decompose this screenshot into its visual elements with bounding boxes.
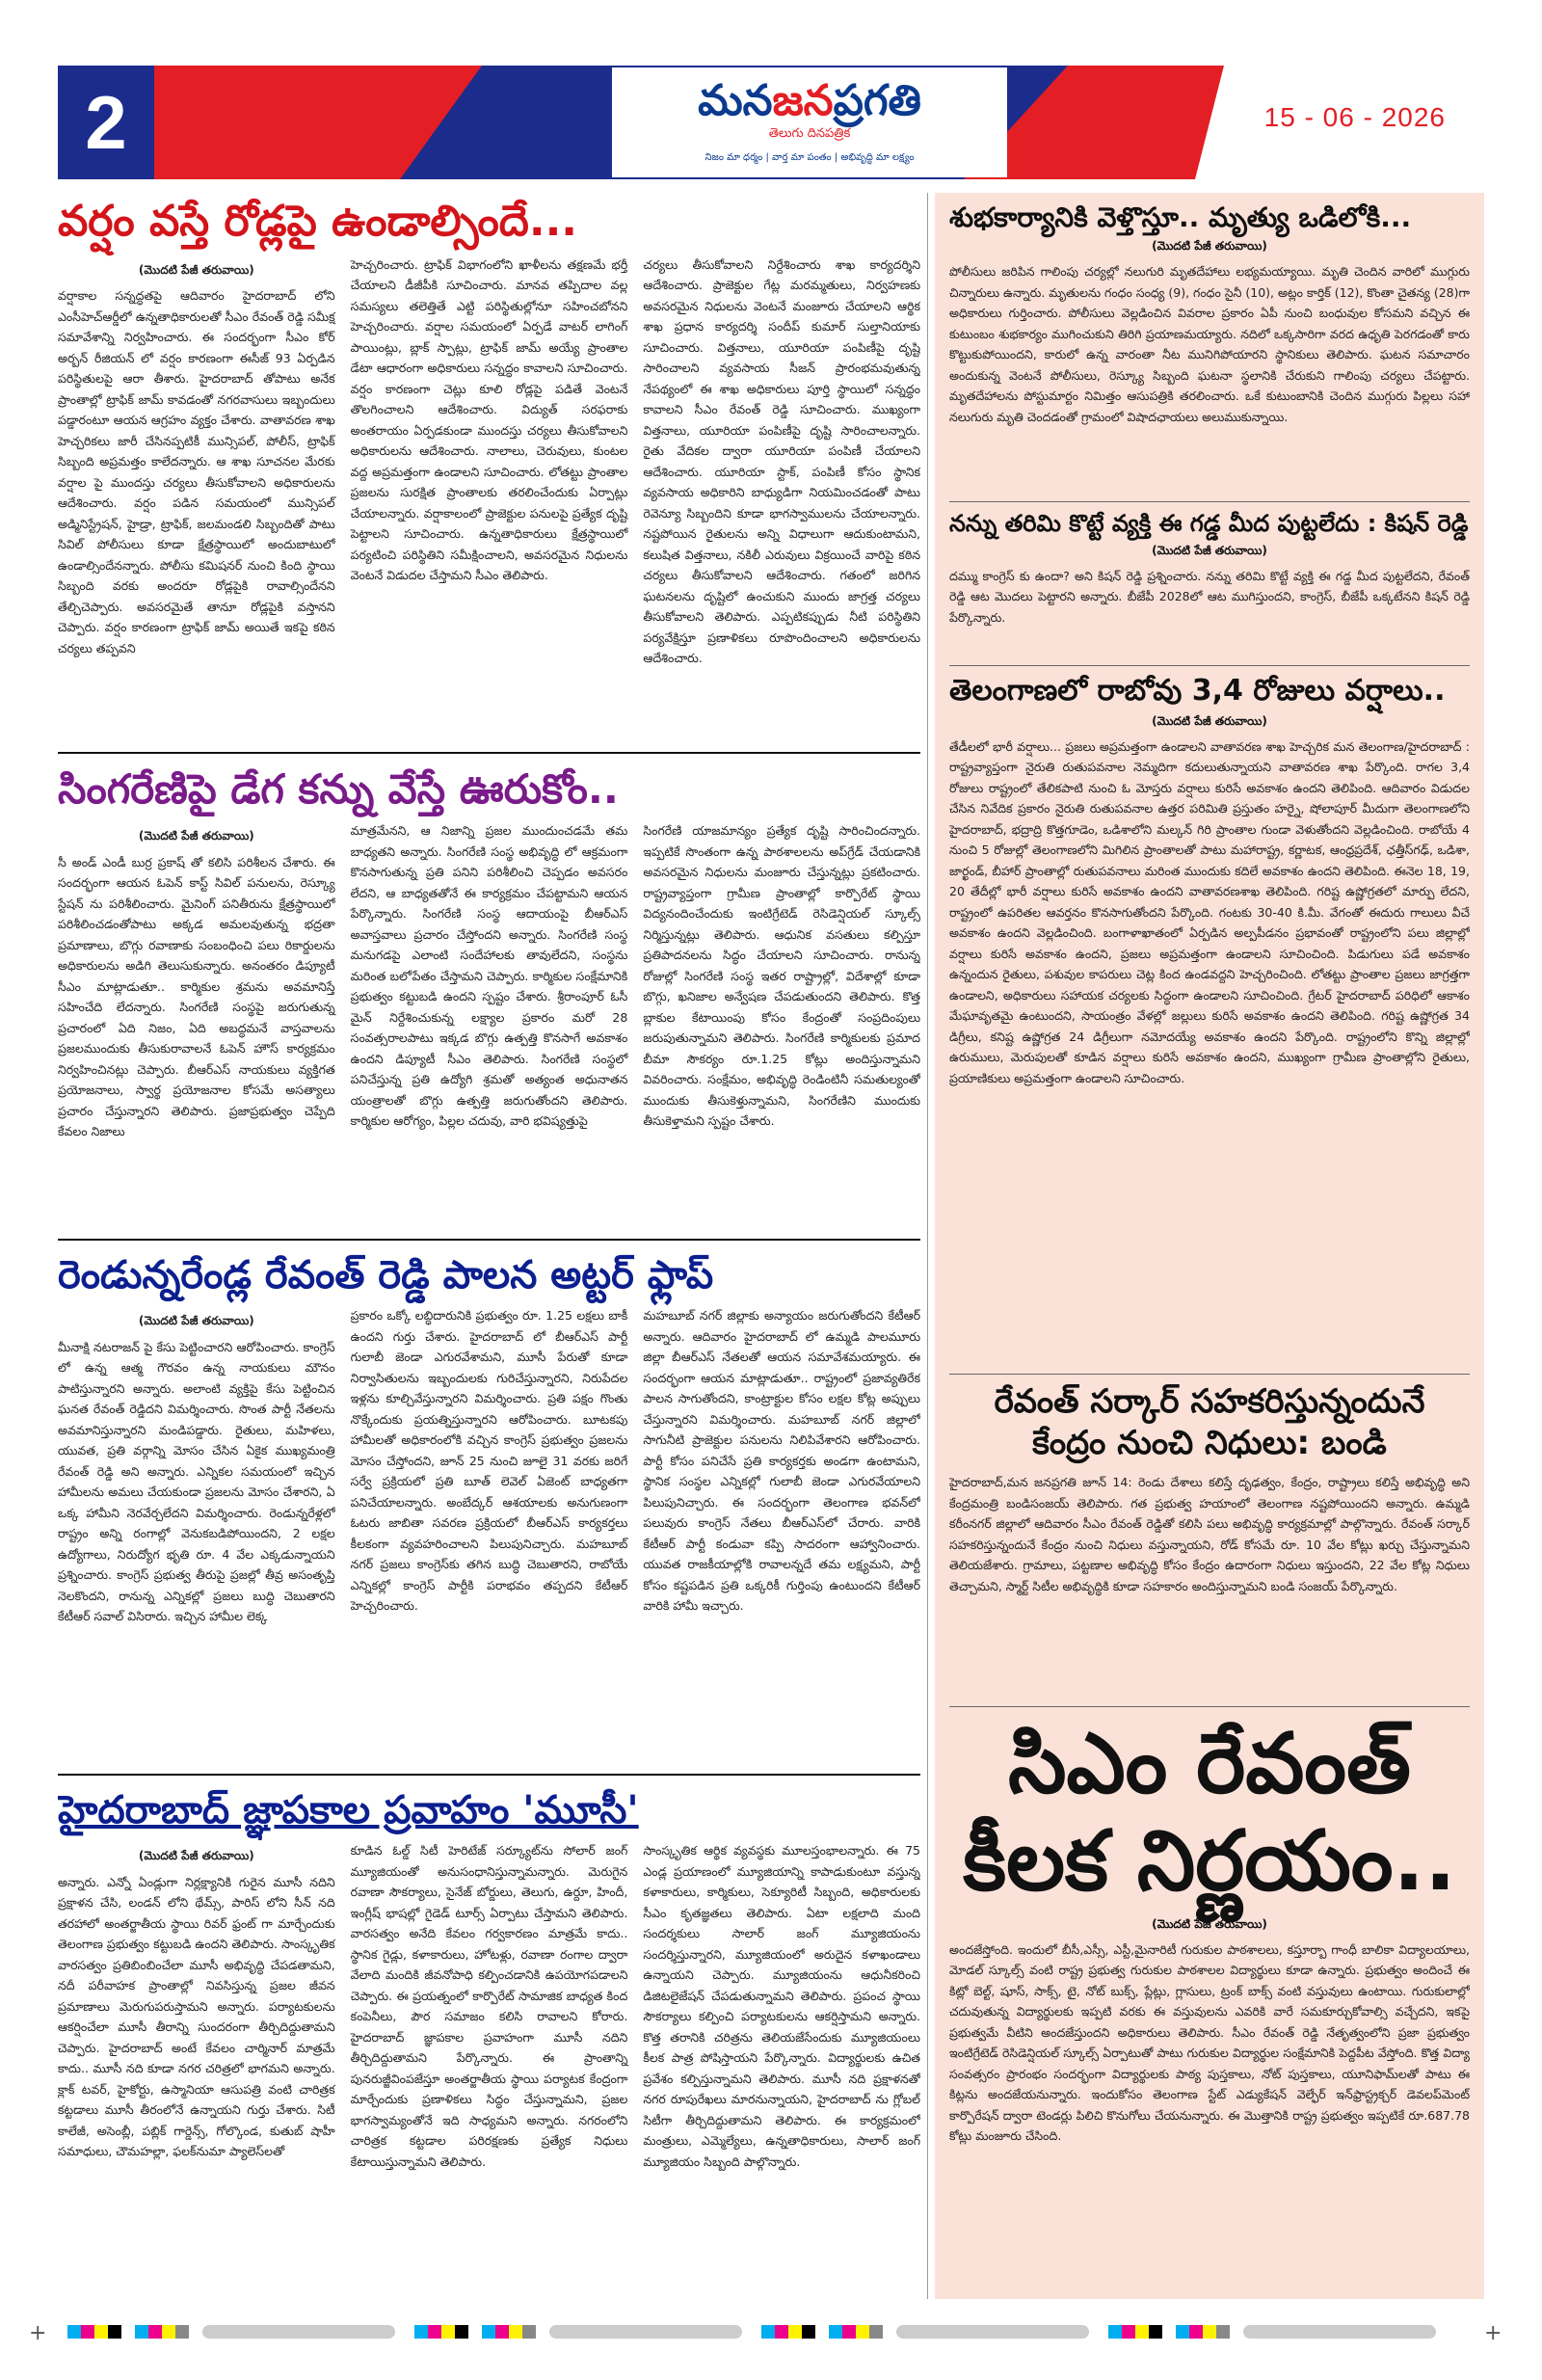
masthead	[58, 66, 1484, 179]
article-singareni-col-3	[643, 820, 920, 1142]
color-swatch-strip	[761, 2325, 883, 2339]
article-flop-col-1	[58, 1305, 335, 1627]
article-flop-col-3	[643, 1305, 920, 1627]
article-cm-decision-text: అందజేస్తోంది. ఇందులో బీసీ,ఎస్సీ, ఎస్టీ,మైనారిటీ గురుకుల పాఠశాలలు, కస్తూర్బా గాంధీ బాలికా విద్యాలయాలు, మోడల్ స్కూల్స్ వంటి రాష్ట్ర ప్రభుత్వ గురుకుల పాఠశాలల విద్యార్థులు కూడా ఉన్నారు. ప్రభుత్వం అందించే ఈ కిట్లో బెల్ట్, షూస్, సాక్స్, టై, నోట్ బుక్స్, ప్లేట్లు, గ్లాసులు, ట్రంక్ బాక్స్ వంటి వస్తువులు ఉంటాయి. గురుకులాల్లో చదువుతున్న విద్యార్థులకు ఇప్పటి వరకు ఈ వస్తువులను ఎవరికి వారే సమకూర్చుకోవాల్సి వచ్చేదని, ఇకపై ప్రభుత్వమే వీటిని అందజేస్తుందని అధికారులు తెలిపారు. సీఎం రేవంత్ రెడ్డి నేతృత్వంలోని ప్రజా ప్రభుత్వం ఇంటిగ్రేటెడ్ రెసిడెన్షియల్ స్కూల్స్ ఏర్పాటుతో పాటు గురుకుల విద్యార్థుల సంక్షేమానికి పెద్దపీట వేస్తోంది. కొత్త విద్యా సంవత్సరం ప్రారంభం సందర్భంగా విద్యార్థులకు పాఠ్య పుస్తకాలు, నోట్ పుస్తకాలు, యూనిఫామ్‌లతో పాటు ఈ కిట్లను అందజేయనున్నారు. ఇందుకోసం తెలంగాణ స్టేట్ ఎడ్యుకేషన్ వెల్ఫేర్ ఇన్‌ఫ్రాస్ట్రక్చర్ డెవలప్‌మెంట్ కార్పొరేషన్ ద్వారా టెండర్లు పిలిచి కొనుగోలు చేయనున్నారు. ఈ మొత్తానికి రాష్ట్ర ప్రభుత్వం ఇప్పటికే రూ.687.78 కోట్లు మంజూరు చేసింది.	[949, 1941, 1470, 2144]
article-flop-col-2-text: ప్రకారం ఒక్కో లబ్ధిదారునికి ప్రభుత్వం రూ. 1.25 లక్షలు బాకీ ఉందని గుర్తు చేశారు. హైదరాబాద్ లో బీఆర్ఎస్ పార్టీ గులాబీ జెండా ఎగురవేశామని, మూసీ పేరుతో కూడా నిర్వాసితులను ఇబ్బందులకు గురిచేస్తున్నారని, నిరుపేదల ఇళ్లను కూల్చివేస్తున్నారని విమర్శించారు. ప్రతి పక్షం గొంతు నొక్కేందుకు ప్రయత్నిస్తున్నారని ఆరోపించారు. బూటకపు హామీలతో అధికారంలోకి వచ్చిన కాంగ్రెస్ ప్రభుత్వం ప్రజలను మోసం చేస్తోందని, జూన్ 25 నుంచి జూలై 31 వరకు జరిగే సర్వే ప్రక్రియలో ప్రతి బూత్ లెవెల్ ఏజెంట్ బాధ్యతగా పనిచేయాలన్నారు. అంబేద్కర్ ఆశయాలకు అనుగుణంగా ఓటరు జాబితా సవరణ ప్రక్రియలో బీఆర్ఎస్ కార్యకర్తలు కీలకంగా వ్యవహరించాలని పిలుపునిచ్చారు. మహబూబ్ నగర్ ప్రజలు కాంగ్రెస్‌కు తగిన బుద్ధి చెబుతారని, రాబోయే ఎన్నికల్లో కాంగ్రెస్ పార్టీకి పరాభవం తప్పదని కేటీఆర్ హెచ్చరించారు.	[350, 1308, 628, 1613]
color-swatch-strip	[1108, 2325, 1230, 2339]
logo-title-part-a: మన	[698, 76, 773, 125]
page-number: 2	[58, 66, 154, 179]
column-divider	[927, 193, 928, 2299]
article-cm-decision-byline: (మొదటి పేజీ తరువాయి)	[1152, 1916, 1267, 1931]
article-rain-col-1	[58, 254, 335, 669]
article-bandi-headline-line-1[interactable]: రేవంత్ సర్కార్ సహకరిస్తున్నందునే	[994, 1383, 1425, 1421]
article-singareni-col-1-text: సీ అండ్ ఎండీ బుర్ర ప్రకాష్ తో కలిసి పరిశీలన చేశారు. ఈ సందర్భంగా ఆయన ఓపెన్ కాస్ట్ సివిల్ పనులను, రెస్క్యూ స్టేషన్ ను పరిశీలించారు. మైనింగ్ పనితీరును క్షేత్రస్థాయిలో పరిశీలించడంతోపాటు అక్కడ అమలవుతున్న భద్రతా ప్రమాణాలు, బొగ్గు రవాణాకు సంబంధించి పలు రికార్డులను అధికారులను అడిగి తెలుసుకున్నారు. అనంతరం డిప్యూటీ సీఎం మాట్లాడుతూ.. కార్మికుల శ్రమను అవమానిస్తే సహించేది లేదన్నారు. సింగరేణి సంస్థపై జరుగుతున్న ప్రచారంలో ఏది నిజం, ఏది అబద్ధమనే వాస్తవాలను ప్రజలముందుకు తీసుకురావాలనే ఓపెన్ హౌస్ కార్యక్రమం నిర్వహించినట్లు చెప్పారు. బీఆర్ఎస్ నాయకులు వ్యక్తిగత ప్రయోజనాలు, స్వార్థ ప్రయోజనాల కోసమే అసత్యాలు ప్రచారం చేస్తున్నారని తెలిపారు. ప్రజాప్రభుత్వం చెప్పేది కేవలం నిజాలు	[58, 854, 335, 1139]
registration-mark-icon: +	[1484, 2321, 1502, 2345]
article-musi-col-1-text: అన్నారు. ఎన్నో ఏండ్లుగా నిర్లక్ష్యానికి గురైన మూసీ నదిని ప్రక్షాళన చేసి, లండన్ లోని థేమ్స్, పారిస్ లోని సీన్ నది తరహాలో అంతర్జాతీయ స్థాయి రివర్ ఫ్రంట్ గా మార్చేందుకు తెలంగాణ ప్రభుత్వం కట్టుబడి ఉందని తెలిపారు. సాంస్కృతిక వారసత్వం ప్రతిబింబించేలా మూసీ అభివృద్ధి చేపడతామని, నదీ పరీవాహక ప్రాంతాల్లో నివసిస్తున్న ప్రజల జీవన ప్రమాణాలు మెరుగుపరుస్తామని అన్నారు. పర్యాటకులను ఆకర్షించేలా మూసీ తీరాన్ని సుందరంగా తీర్చిదిద్దుతామని చెప్పారు. హైదరాబాద్ అంటే కేవలం చార్మినార్ మాత్రమే కాదు.. మూసీ నది కూడా నగర చరిత్రలో భాగమని అన్నారు. క్లాక్ టవర్, హైకోర్టు, ఉస్మానియా ఆసుపత్రి వంటి చారిత్రక కట్టడాలు మూసీ తీరంలోనే ఉన్నాయని గుర్తు చేశారు. సిటీ కాలేజీ, అసెంబ్లీ, పబ్లిక్ గార్డెన్స్, గోల్కొండ, కుతుబ్ షాహీ సమాధులు, చౌమహల్లా, ఫలక్‌నుమా ప్యాలెస్‌లతో	[58, 1874, 335, 2159]
article-rain-byline: (మొదటి పేజీ తరువాయి)	[138, 262, 254, 277]
logo-title-part-c: ప్రగతి	[833, 76, 921, 125]
divider	[949, 665, 1470, 666]
article-rain-headline[interactable]: వర్షం వస్తే రోడ్లపై ఉండాల్సిందే...	[58, 198, 578, 246]
article-rain-col-3	[643, 254, 920, 669]
article-death	[949, 202, 1470, 492]
color-swatch-strip	[67, 2325, 189, 2339]
article-rain-col-1-text: వర్షాకాల సన్నద్ధతపై ఆదివారం హైదరాబాద్ లోని ఎంసీహెచ్ఆర్డీలో ఉన్నతాధికారులతో సీఎం రేవంత్ రెడ్డి సమీక్ష సమావేశాన్ని నిర్వహించారు. ఈ సందర్భంగా సీఎం కోర్ అర్బన్ రీజియన్ లో వర్షం కారణంగా ఈసీజ్ 93 ఏర్పడిన పరిస్థితులపై ఆరా తీశారు. హైదరాబాద్ తోపాటు అనేక ప్రాంతాల్లో ట్రాఫిక్ జామ్ కావడంతో నగరవాసులు ఇబ్బందులు పడ్డారంటూ ఆయన ఆగ్రహం వ్యక్తం చేశారు. వాతావరణ శాఖ హెచ్చరికలు జారీ చేసినప్పటికీ మున్సిపల్, పోలీస్, ట్రాఫిక్ సిబ్బంది అప్రమత్తం కాలేదన్నారు. ఆ శాఖ సూచనల మేరకు వర్షాల పై ముందస్తు చర్యలు తీసుకోవాలని అధికారులను ఆదేశించారు. వర్షం పడిన సమయంలో మున్సిపల్ అడ్మినిస్ట్రేషన్, హైడ్రా, ట్రాఫిక్, జలమండలి సిబ్బందితో పాటు సివిల్ పోలీసులు కూడా క్షేత్రస్థాయిలో అందుబాటులో ఉండాల్సిందేనన్నారు. పోలీసు కమిషనర్ నుంచి కింది స్థాయి సిబ్బంది వరకు అందరూ రోడ్లపైకి రావాల్సిందేనని తేల్చిచెప్పారు. అవసరమైతే తానూ రోడ్లపైకి వస్తానని చెప్పారు. వర్షం కారణంగా ట్రాఫిక్ జామ్ అయితే ఇకపై కఠిన చర్యలు తప్పవని	[58, 288, 335, 655]
article-musi-col-3-text: సాంస్కృతిక ఆర్థిక వ్యవస్థకు మూలస్తంభాలన్నారు. ఈ 75 ఎండ్ల ప్రయాణంలో మ్యూజియాన్ని కాపాడుకుంటూ వస్తున్న కళాకారులు, కార్మికులు, సెక్యూరిటీ సిబ్బంది, అధికారులకు సీఎం కృతజ్ఞతలు తెలిపారు. ఏటా లక్షలాది మంది సందర్శకులు సాలార్ జంగ్ మ్యూజియంను సందర్శిస్తున్నారని, మ్యూజియంలో అరుదైన కళాఖండాలు ఉన్నాయని చెప్పారు. మ్యూజియంను ఆధునీకరించి డిజిటలైజేషన్ చేపడుతున్నామని తెలిపారు. ప్రపంచ స్థాయి సౌకర్యాలు కల్పించి పర్యాటకులను ఆకర్షిస్తామని అన్నారు. కొత్త తరానికి చరిత్రను తెలియజేసేందుకు మ్యూజియంలు కీలక పాత్ర పోషిస్తాయని పేర్కొన్నారు. విద్యార్థులకు ఉచిత ప్రవేశం కల్పిస్తున్నామని తెలిపారు. మూసీ నది ప్రక్షాళనతో నగర రూపురేఖలు మారనున్నాయని, హైదరాబాద్ ను గ్లోబల్ సిటీగా తీర్చిదిద్దుతామని తెలిపారు. ఈ కార్యక్రమంలో మంత్రులు, ఎమ్మెల్యేలు, ఉన్నతాధికారులు, సాలార్ జంగ్ మ్యూజియం సిబ్బంది పాల్గొన్నారు.	[643, 1843, 920, 2169]
article-cm-decision-headline-line-1[interactable]: సిఎం రేవంత్	[1008, 1716, 1411, 1812]
article-musi-col-2-text: కూడిన ఓల్డ్ సిటీ హెరిటేజ్ సర్క్యూట్‌ను సోలార్ జంగ్ మ్యూజియంతో అనుసంధానిస్తున్నామన్నారు. మెరుగైన రవాణా సౌకర్యాలు, సైనేజ్ బోర్డులు, తెలుగు, ఉర్దూ, హిందీ, ఇంగ్లీష్ భాషల్లో గైడెడ్ టూర్స్ ఏర్పాటు చేస్తామని తెలిపారు. వారసత్వం అనేది కేవలం గర్వకారణం మాత్రమే కాదు.. స్థానిక గైడ్లు, కళాకారులు, హోటళ్లు, రవాణా రంగాల ద్వారా వేలాది మందికి జీవనోపాధి కల్పించడానికి ఉపయోగపడాలని చెప్పారు. ఈ ప్రయత్నంలో కార్పొరేట్ సామాజిక బాధ్యత కింద కంపెనీలు, పౌర సమాజం కలిసి రావాలని కోరారు. హైదరాబాద్ జ్ఞాపకాల ప్రవాహంగా మూసీ నదిని తీర్చిదిద్దుతామని పేర్కొన్నారు. ఈ ప్రాంతాన్ని పునరుజ్జీవింపజేస్తూ అంతర్జాతీయ స్థాయి పర్యాటక కేంద్రంగా మార్చేందుకు ప్రణాళికలు సిద్ధం చేస్తున్నామని, ప్రజల భాగస్వామ్యంతోనే ఇది సాధ్యమని అన్నారు. నగరంలోని చారిత్రక కట్టడాల పరిరక్షణకు ప్రత్యేక నిధులు కేటాయిస్తున్నామని తెలిపారు.	[350, 1843, 628, 2169]
article-bandi-text: హైదరాబాద్,మన జనప్రగతి జూన్ 14: రెండు దేశాలు కలిస్తే దృఢత్వం, కేంద్రం, రాష్ట్రాలు కలిస్తే అభివృద్ధి అని కేంద్రమంత్రి బండిసంజయ్ తెలిపారు. గత ప్రభుత్వ హయాంలో తెలంగాణ నష్టపోయిందని అన్నారు. ఉమ్మడి కరీంనగర్ జిల్లాలో ఆదివారం సీఎం రేవంత్ రెడ్డితో కలిసి పలు అభివృద్ధి కార్యక్రమాల్లో పాల్గొన్నారు. రేవంత్ సర్కార్ సహకరిస్తున్నందునే కేంద్రం నుంచి నిధులు వస్తున్నాయని, రోడ్ కోసమే రూ. 10 వేల కోట్లు ఖర్చు చేస్తున్నామని తెలియజేశారు. గ్రామాలు, పట్టణాల అభివృద్ధి కోసం కేంద్రం ఉదారంగా నిధులు ఇస్తుందని, 22 వేల కోట్ల నిధులు తెచ్చామని, స్మార్ట్ సిటీల అభివృద్ధికి కూడా సహకారం అందిస్తున్నామని బండి సంజయ్ పేర్కొన్నారు.	[949, 1475, 1470, 1593]
article-telangana-rain-byline: (మొదటి పేజీ తరువాయి)	[1152, 713, 1267, 728]
article-death-headline[interactable]: శుభకార్యానికి వెళ్తొస్తూ.. మృత్యు ఒడిలోకి...	[949, 202, 1412, 233]
article-singareni-col-2-text: మాత్రమేనని, ఆ నిజాన్ని ప్రజల ముందుంచడమే తమ బాధ్యతని అన్నారు. సింగరేణి సంస్థ అభివృద్ధి లో ఆక్రమంగా కొనసాగుతున్న ప్రతి పనిని పరిశీలించి చెప్పడం అవసరం లేదని, ఆ బాధ్యతతోనే ఈ కార్యక్రమం చేపట్టామని ఆయన పేర్కొన్నారు. సింగరేణి సంస్థ ఆదాయంపై బీఆర్ఎస్ అవాస్తవాలు ప్రచారం చేస్తోందని అన్నారు. సింగరేణి సంస్థ మనుగడపై ఎలాంటి సందేహాలకు తావులేదని, సంస్థను మరింత బలోపేతం చేస్తామని చెప్పారు. కార్మికుల సంక్షేమానికి ప్రభుత్వం కట్టుబడి ఉందని స్పష్టం చేశారు. శ్రీరాంపూర్ ఓసీ మైన్ నిర్దేశించుకున్న లక్ష్యాల ప్రకారం మరో 28 సంవత్సరాలపాటు ఇక్కడ బొగ్గు ఉత్పత్తి కొనసాగే అవకాశం ఉందని డిప్యూటీ సీఎం తెలిపారు. సింగరేణి సంస్థలో పనిచేస్తున్న ప్రతి ఉద్యోగి శ్రమతో అత్యంత అధునాతన యంత్రాలతో బొగ్గు ఉత్పత్తి జరుగుతోందని తెలిపారు. కార్మికుల ఆరోగ్యం, పిల్లల చదువు, వారి భవిష్యత్తుపై	[350, 823, 628, 1129]
article-death-text: పోలీసులు జరిపిన గాలింపు చర్యల్లో నలుగురి మృతదేహాలు లభ్యమయ్యాయి. మృతి చెందిన వారిలో ముగ్గురు చిన్నారులు ఉన్నారు. మృతులను గంధం సంధ్య (9), గంధం సైనీ (10), అట్లం కార్తిక్ (12), కొంతా చైతన్య (28)గా అధికారులు గుర్తించారు. పోలీసులు వెల్లడించిన వివరాల ప్రకారం ఏపీ నుంచి బంధువుల కోసమని వచ్చిన ఈ కుటుంబం శుభకార్యం ముగించుకుని తిరిగి ప్రయాణమయ్యారు. నదిలో ఒక్కసారిగా వరద ఉధృతి పెరగడంతో కారు కొట్టుకుపోయిందని, కారులో ఉన్న వారంతా నీట మునిగిపోయారని స్థానికులు తెలిపారు. ఘటన సమాచారం అందుకున్న వెంటనే పోలీసులు, రెస్క్యూ సిబ్బంది ఘటనా స్థలానికి చేరుకుని గాలింపు చర్యలు చేపట్టారు. మృతదేహాలను పోస్టుమార్టం నిమిత్తం ఆసుపత్రికి తరలించారు. ఒకే కుటుంబానికి చెందిన ముగ్గురు పిల్లలు సహా నలుగురు మృతి చెందడంతో గ్రామంలో విషాదఛాయలు అలుముకున్నాయి.	[949, 264, 1470, 424]
logo-subtitle: తెలుగు దినపత్రిక	[768, 126, 851, 141]
divider	[949, 1374, 1470, 1375]
article-cm-decision-headline-line-2[interactable]: కీలక నిర్ణయం..	[963, 1813, 1456, 1911]
gray-bar	[549, 2325, 742, 2339]
divider	[58, 1774, 920, 1776]
article-musi-col-3	[643, 1840, 920, 2172]
article-kishan-headline[interactable]: నన్ను తరిమి కొట్టే వ్యక్తి ఈ గడ్డ మీద పుట్టలేదు : కిషన్ రెడ్డి	[949, 511, 1469, 537]
article-telangana-rain-text: తేడీలలో భారీ వర్షాలు... ప్రజలు అప్రమత్తంగా ఉండాలని వాతావరణ శాఖ హెచ్చరిక మన తెలంగాణ/హైదరాబాద్ : రాష్ట్రవ్యాప్తంగా నైరుతి రుతుపవనాల నెమ్మదిగా కదులుతున్నాయని వాతావరణ శాఖ పేర్కొంది. రాగల 3,4 రోజులు రాష్ట్రంలో తేలికపాటి నుంచి ఓ మోస్తరు వర్షాలు కురిసే అవకాశం ఉందని తెలిపింది. ఆదివారం విడుదల చేసిన నివేదిక ప్రకారం నైరుతి రుతుపవనాల ఉత్తర పరిమితి ప్రస్తుతం హర్నై, షోలాపూర్ మీదుగా తెలంగాణలోని హైదరాబాద్, భద్రాద్రి కొత్తగూడెం, ఒడిశాలోని మల్కన్ గిరి ప్రాంతాల గుండా వెళుతోందని వెల్లడించింది. రాబోయే 4 నుంచి 5 రోజుల్లో తెలంగాణలోని మిగిలిన ప్రాంతాలతో పాటు మహారాష్ట్ర, కర్ణాటక, ఆంధ్రప్రదేశ్, ఛత్తీస్‌గఢ్, ఒడిశా, జార్ఖండ్, బీహార్ ప్రాంతాల్లో రుతుపవనాలు మరింత ముందుకు కదిలే అవకాశం ఉందని తెలిపింది. ఈనెల 18, 19, 20 తేదీల్లో భారీ వర్షాలు కురిసే అవకాశం ఉందని వాతావరణశాఖ తెలిపింది. గరిష్ట ఉష్ణోగ్రతలో మార్పు లేదని, రాష్ట్రంలో ఉపరితల ఆవర్తనం కొనసాగుతోందని పేర్కొంది. గంటకు 30-40 కి.మీ. వేగంతో ఈదురు గాలులు వీచే అవకాశం ఉందని వెల్లడించింది. బంగాళాఖాతంలో ఏర్పడిన అల్పపీడనం ప్రభావంతో రాష్ట్రంలోని పలు జిల్లాల్లో వర్షాలు కురిసే అవకాశం ఉందని, ప్రజలు అప్రమత్తంగా ఉండాలని సూచించింది. పిడుగులు పడే అవకాశం ఉన్నందున రైతులు, పశువుల కాపరులు చెట్ల కింద ఉండవద్దని హెచ్చరించింది. లోతట్టు ప్రాంతాల ప్రజలు జాగ్రత్తగా ఉండాలని, అధికారులు సహాయక చర్యలకు సిద్ధంగా ఉండాలని సూచించింది. గ్రేటర్ హైదరాబాద్ పరిధిలో ఆకాశం మేఘావృతమై ఉంటుందని, సాయంత్రం వేళల్లో జల్లులు కురిసే అవకాశం ఉందని తెలిపింది. గరిష్ట ఉష్ణోగ్రత 34 డిగ్రీలు, కనిష్ట ఉష్ణోగ్రత 24 డిగ్రీలుగా నమోదయ్యే అవకాశం ఉందని పేర్కొంది. రాష్ట్రంలోని కొన్ని జిల్లాల్లో ఉరుములు, మెరుపులతో కూడిన వర్షాలు కురిసే అవకాశం ఉందని, ముఖ్యంగా గ్రామీణ ప్రాంతాల్లోని రైతులు, ప్రయాణికులు అప్రమత్తంగా ఉండాలని సూచించారు.	[949, 738, 1470, 1085]
color-swatch-strip	[414, 2325, 536, 2339]
gray-bar	[202, 2325, 395, 2339]
article-singareni-headline[interactable]: సింగరేణిపై డేగ కన్ను వేస్తే ఊరుకోం..	[58, 766, 619, 813]
issue-date: 15 - 06 - 2026	[1263, 102, 1446, 132]
article-cm-decision	[949, 1716, 1470, 2299]
article-singareni-col-1	[58, 820, 335, 1142]
masthead-red-stripe-left	[154, 66, 482, 179]
article-bandi-headline-line-2[interactable]: కేంద్రం నుంచి నిధులు: బండి	[1032, 1424, 1387, 1463]
gray-bar	[1243, 2325, 1436, 2339]
divider	[58, 1239, 920, 1241]
article-rain	[58, 198, 920, 737]
article-singareni-byline: (మొదటి పేజీ తరువాయి)	[138, 829, 254, 843]
article-singareni	[58, 766, 920, 1229]
article-musi-byline: (మొదటి పేజీ తరువాయి)	[138, 1849, 254, 1862]
article-flop-headline[interactable]: రెండున్నరేండ్ల రేవంత్ రెడ్డి పాలన అట్టర్ ఫ్లాప్	[58, 1253, 714, 1297]
print-color-bar	[29, 2313, 1513, 2352]
article-musi-col-1	[58, 1840, 335, 2172]
article-kishan-byline: (మొదటి పేజీ తరువాయి)	[1152, 543, 1267, 557]
divider	[949, 1706, 1470, 1707]
registration-mark-icon: +	[29, 2321, 47, 2345]
article-flop-col-1-text: మీనాక్షి నటరాజన్ పై కేసు పెట్టించారని ఆరోపించారు. కాంగ్రెస్ లో ఉన్న ఆత్మ గౌరవం ఉన్న నాయకులు మౌనం పాటిస్తున్నారని అన్నారు. అలాంటి వ్యక్తిపై కేసు పెట్టించిన ఘనత రేవంత్ రెడ్డిదని విమర్శించారు. సొంత పార్టీ నేతలను అవమానిస్తున్నారని మండిపడ్డారు. రైతులు, మహిళలు, యువత, ప్రతి వర్గాన్ని మోసం చేసిన ఏకైక ముఖ్యమంత్రి రేవంత్ రెడ్డి అని అన్నారు. ఎన్నికల సమయంలో ఇచ్చిన హామీలను అమలు చేయకుండా ప్రజలను మోసం చేశారని, ఏ ఒక్క హామీని నెరవేర్చలేదని విమర్శించారు. రెండున్నరేళ్లలో రాష్ట్రం అన్ని రంగాల్లో వెనుకబడిపోయిందని, 2 లక్షల ఉద్యోగాలు, నిరుద్యోగ భృతి రూ. 4 వేల ఎక్కడున్నాయని ప్రశ్నించారు. కాంగ్రెస్ ప్రభుత్వ తీరుపై ప్రజల్లో తీవ్ర అసంతృప్తి నెలకొందని, రానున్న ఎన్నికల్లో ప్రజలు బుద్ధి చెబుతారని కేటీఆర్ సవాల్ విసిరారు. ఇచ్చిన హామీల లెక్క	[58, 1339, 335, 1624]
article-flop-col-2	[351, 1305, 628, 1627]
article-bandi	[949, 1383, 1470, 1697]
divider	[949, 501, 1470, 502]
logo-title	[698, 76, 921, 125]
article-rain-col-2-text: హెచ్చరించారు. ట్రాఫిక్ విభాగంలోని ఖాళీలను తక్షణమే భర్తీ చేయాలని డీజీపీకి సూచించారు. మానవ తప్పిదాల వల్ల సమస్యలు తలెత్తితే ఎట్టి పరిస్థితుల్లోనూ సహించబోనని హెచ్చరించారు. వర్షాల సమయంలో ఏర్పడే వాటర్ లాగింగ్ పాయింట్లు, బ్లాక్ స్పాట్లు, ట్రాఫిక్ జామ్ అయ్యే ప్రాంతాల డేటా ఆధారంగా అధికారులు సన్నద్ధం కావాలని సూచించారు. వర్షం కారణంగా చెట్లు కూలి రోడ్లపై పడితే వెంటనే తొలగించాలని ఆదేశించారు. విద్యుత్ సరఫరాకు అంతరాయం ఏర్పడకుండా ముందస్తు చర్యలు తీసుకోవాలని అధికారులను ఆదేశించారు. నాలాలు, చెరువులు, కుంటల వద్ద అప్రమత్తంగా ఉండాలని సూచించారు. లోతట్టు ప్రాంతాల ప్రజలను సురక్షిత ప్రాంతాలకు తరలించేందుకు ఏర్పాట్లు చేయాలన్నారు. వర్షాకాలంలో ప్రాజెక్టుల పనులపై ప్రత్యేక దృష్టి పెట్టాలని సూచించారు. ఉన్నతాధికారులు క్షేత్రస్థాయిలో పర్యటించి పరిస్థితిని సమీక్షించాలని, అవసరమైన నిధులను వెంటనే విడుదల చేస్తామని సీఎం తెలిపారు.	[350, 256, 628, 583]
logo-tagline: నిజం మా ధర్మం | వార్త మా పంతం | అభివృద్ధి మా లక్ష్యం	[705, 152, 915, 163]
divider	[58, 752, 920, 754]
article-flop	[58, 1253, 920, 1764]
logo-title-part-b: జన	[772, 76, 834, 125]
article-telangana-rain-headline[interactable]: తెలంగాణలో రాబోవు 3,4 రోజులు వర్షాలు..	[949, 675, 1446, 708]
article-rain-col-2	[351, 254, 628, 669]
article-musi	[58, 1788, 920, 2304]
article-rain-col-3-text: చర్యలు తీసుకోవాలని నిర్దేశించారు శాఖ కార్యదర్శిని ఆదేశించారు. ప్రాజెక్టుల గేట్ల మరమ్మతులు, నిర్వహణకు అవసరమైన నిధులను వెంటనే మంజూరు చేయాలని ఆర్థిక శాఖ ప్రధాన కార్యదర్శి సందీప్ కుమార్ సుల్తానియాకు సూచించారు. విత్తనాలు, యూరియా పంపిణీపై దృష్టి సారించాలని వ్యవసాయ సీజన్ ప్రారంభమవుతున్న నేపథ్యంలో ఈ శాఖ అధికారులు పూర్తి స్థాయిలో సన్నద్ధం కావాలని సీఎం రేవంత్ రెడ్డి సూచించారు. ముఖ్యంగా విత్తనాలు, యూరియా పంపిణీపై దృష్టి సారించాలన్నారు. రైతు వేదికల ద్వారా యూరియా పంపిణీ చేయాలని ఆదేశించారు. యూరియా స్టాక్, పంపిణీ కోసం స్థానిక వ్యవసాయ అధికారిని బాధ్యుడిగా నియమించడంతో పాటు రెవెన్యూ సిబ్బందిని కూడా భాగస్వాములను చేయాలన్నారు. నష్టపోయిన రైతులను అన్ని విధాలుగా ఆదుకుంటామని, కలుషిత విత్తనాలు, నకిలీ ఎరువులు విక్రయించే వారిపై కఠిన చర్యలు తీసుకోవాలని ఆదేశించారు. గతంలో జరిగిన ఘటనలను దృష్టిలో ఉంచుకుని ముందు జాగ్రత్త చర్యలు తీసుకోవాలని తెలిపారు. ఎప్పటికప్పుడు నీటి పరిస్థితిని పర్యవేక్షిస్తూ ప్రణాళికలు రూపొందించాలని అధికారులను ఆదేశించారు.	[643, 256, 920, 666]
article-telangana-rain	[949, 675, 1470, 1369]
article-musi-col-2	[351, 1840, 628, 2172]
article-flop-col-3-text: మహబూబ్ నగర్ జిల్లాకు అన్యాయం జరుగుతోందని కేటీఆర్ అన్నారు. ఆదివారం హైదరాబాద్ లో ఉమ్మడి పాలమూరు జిల్లా బీఆర్ఎస్ నేతలతో ఆయన సమావేశమయ్యారు. ఈ సందర్భంగా ఆయన మాట్లాడుతూ.. రాష్ట్రంలో ప్రజావ్యతిరేక పాలన సాగుతోందని, కాంట్రాక్టుల కోసం లక్షల కోట్ల అప్పులు చేస్తున్నారని విమర్శించారు. మహబూబ్ నగర్ జిల్లాలో సాగునీటి ప్రాజెక్టుల పనులను నిలిపివేశారని ఆరోపించారు. పార్టీ కోసం పనిచేసే ప్రతి కార్యకర్తకు అండగా ఉంటామని, స్థానిక సంస్థల ఎన్నికల్లో గులాబీ జెండా ఎగురవేయాలని పిలుపునిచ్చారు. ఈ సందర్భంగా తెలంగాణ భవన్‌లో పలువురు కాంగ్రెస్ నేతలు బీఆర్ఎస్‌లో చేరారు. వారికి కేటీఆర్ పార్టీ కండువా కప్పి సాదరంగా ఆహ్వానించారు. యువత రాజకీయాల్లోకి రావాలన్నదే తమ లక్ష్యమని, పార్టీ కోసం కష్టపడిన ప్రతి ఒక్కరికీ గుర్తింపు ఉంటుందని కేటీఆర్ వారికి హామీ ఇచ్చారు.	[643, 1308, 920, 1613]
article-singareni-col-2	[351, 820, 628, 1142]
newspaper-logo[interactable]	[612, 67, 1007, 177]
article-kishan	[949, 511, 1470, 655]
article-flop-byline: (మొదటి పేజీ తరువాయి)	[138, 1314, 254, 1327]
article-kishan-text: దమ్ము కాంగ్రెస్ కు ఉందా? అని కిషన్ రెడ్డి ప్రశ్నించారు. నన్ను తరిమి కొట్టే వ్యక్తి ఈ గడ్డ మీద పుట్టలేదని, రేవంత్ రెడ్డి ఆట మొదలు పెట్టారని అన్నారు. బీజేపీ 2028లో ఆట ముగిస్తుందని, కాంగ్రెస్, బీజేపీ ఒక్కటేనని కిషన్ రెడ్డి పేర్కొన్నారు.	[949, 568, 1470, 625]
article-singareni-col-3-text: సింగరేణి యాజమాన్యం ప్రత్యేక దృష్టి సారించిందన్నారు. ఇప్పటికే సొంతంగా ఉన్న పాఠశాలలను అప్‌గ్రేడ్ చేయడానికి అవసరమైన నిధులను మంజూరు చేస్తున్నట్లు ప్రకటించారు. రాష్ట్రవ్యాప్తంగా గ్రామీణ ప్రాంతాల్లో కార్పొరేట్ స్థాయి విద్యనందించేందుకు ఇంటిగ్రేటెడ్ రెసిడెన్షియల్ స్కూల్స్ నిర్మిస్తున్నట్లు తెలిపారు. ఆధునిక వసతులు కల్పిస్తూ ప్రతిపాదనలను సిద్ధం చేయాలని సూచించారు. రానున్న రోజుల్లో సింగరేణి సంస్థ ఇతర రాష్ట్రాల్లో, విదేశాల్లో కూడా బొగ్గు, ఖనిజాల అన్వేషణ చేపడుతుందని తెలిపారు. కొత్త బ్లాకుల కేటాయింపు కోసం కేంద్రంతో సంప్రదింపులు జరుపుతున్నామని తెలిపారు. సింగరేణి కార్మికులకు ప్రమాద బీమా సౌకర్యం రూ.1.25 కోట్లు అందిస్తున్నామని వివరించారు. సంక్షేమం, అభివృద్ధి రెండింటినీ సమతుల్యంతో ముందుకు తీసుకెళ్తున్నామని, సింగరేణిని ముందుకు తీసుకెళ్తామని స్పష్టం చేశారు.	[643, 823, 920, 1129]
article-death-byline: (మొదటి పేజీ తరువాయి)	[1152, 239, 1267, 254]
gray-bar	[896, 2325, 1089, 2339]
article-musi-headline[interactable]: హైదరాబాద్ జ్ఞాపకాల ప్రవాహం 'మూసీ'	[58, 1788, 639, 1832]
